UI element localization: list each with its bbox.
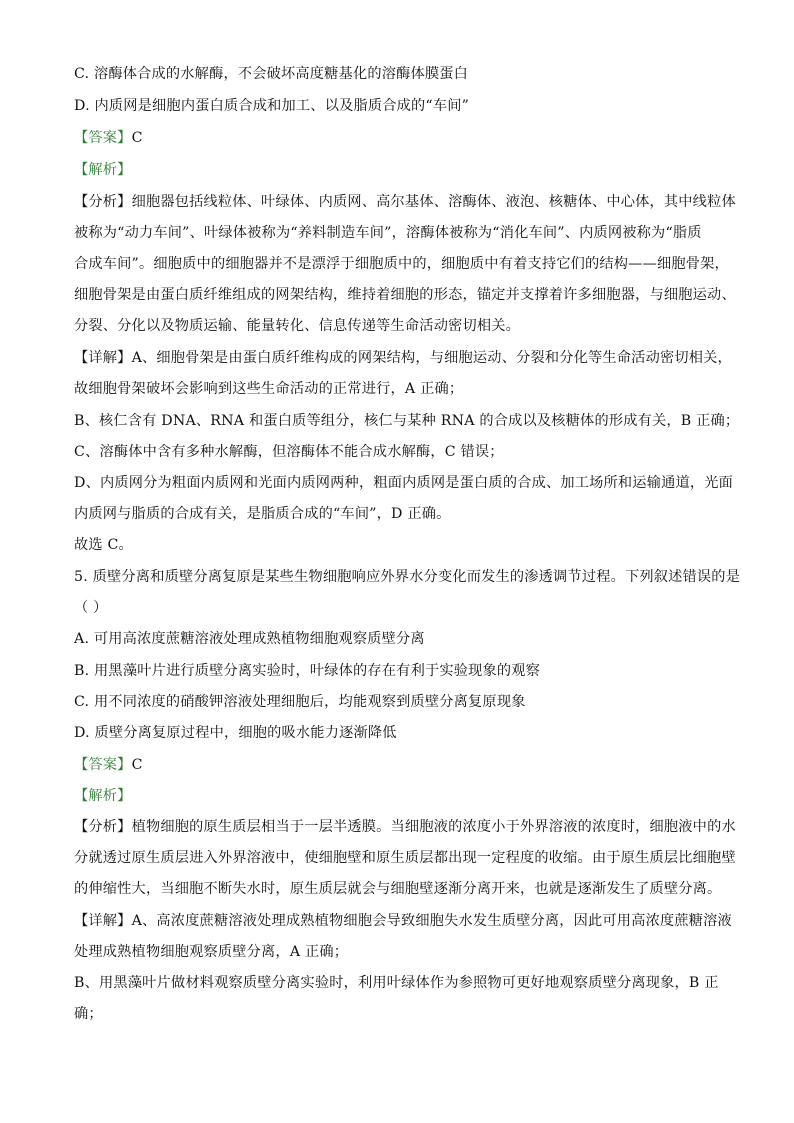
xiangjie-text: A、细胞骨架是由蛋白质纤维构成的网架结构，与细胞运动、分裂和分化等生命活动密切相关， [131,350,732,366]
fenxi-text: 细胞骨架是由蛋白质纤维组成的网架结构，维持着细胞的形态，锚定并支撑着许多细胞器，与细胞运动、 [74,287,736,303]
fenxi-text: 合成车间”。细胞质中的细胞器并不是漂浮于细胞质中的，细胞质中有着支持它们的结构——细胞骨架， [74,256,729,272]
xiangjie-text: 确； [74,1006,103,1022]
analysis-heading: 【解析】 [74,788,132,804]
answer-blank: （ ） [74,600,108,616]
xiangjie-text: 处理成熟植物细胞观察质壁分离，A 正确； [74,944,349,960]
xiangjie-text: B、核仁含有 DNA、RNA 和蛋白质等组分，核仁与某种 RNA 的合成以及核糖体的形成有关，B 正确； [74,413,740,429]
conclusion: 故选 C。 [74,537,133,553]
xiangjie-text: 内质网与脂质的合成有关，是脂质合成的“车间”，D 正确。 [74,506,451,522]
xiangjie-tag: 【详解】 [74,350,132,366]
answer-tag: 【答案】 [74,757,132,773]
fenxi-text: 植物细胞的原生质层相当于一层半透膜。当细胞液的浓度小于外界溶液的浓度时，细胞液中的水 [131,819,736,835]
xiangjie-line [74,348,732,368]
fenxi-line [74,817,736,837]
analysis-heading: 【解析】 [74,162,132,178]
fenxi-tag: 【分析】 [74,819,132,835]
xiangjie-line [74,911,732,931]
xiangjie-text: C、溶酶体中含有多种水解酶，但溶酶体不能合成水解酶，C 错误； [74,444,504,460]
fenxi-text: 细胞器包括线粒体、叶绿体、内质网、高尔基体、溶酶体、液泡、核糖体、中心体，其中线粒体 [131,194,736,210]
question-stem: 5. 质壁分离和质壁分离复原是某些生物细胞响应外界水分变化而发生的渗透调节过程。下列叙述错误的是 [74,569,741,585]
option-d: D. 质壁分离复原过程中，细胞的吸水能力逐渐降低 [74,725,397,741]
fenxi-text: 被称为“动力车间”、叶绿体被称为“养料制造车间”，溶酶体被称为“消化车间”、内质网被称为“脂质 [74,225,702,241]
answer-line [74,755,143,775]
xiangjie-text: A、高浓度蔗糖溶液处理成熟植物细胞会导致细胞失水发生质壁分离，因此可用高浓度蔗糖溶液 [131,913,732,929]
option-a: A. 可用高浓度蔗糖溶液处理成熟植物细胞观察质壁分离 [74,631,425,647]
xiangjie-tag: 【详解】 [74,913,132,929]
xiangjie-text: 故细胞骨架破坏会影响到这些生命活动的正常进行，A 正确； [74,381,464,397]
option-c: C. 用不同浓度的硝酸钾溶液处理细胞后，均能观察到质壁分离复原现象 [74,694,526,710]
xiangjie-text: D、内质网分为粗面内质网和光面内质网两种，粗面内质网是蛋白质的合成、加工场所和运输通道，光面 [74,475,734,491]
xiangjie-text: B、用黑藻叶片做材料观察质壁分离实验时，利用叶绿体作为参照物可更好地观察质壁分离现象，B 正 [74,975,719,991]
answer-value: C [131,130,143,146]
option-c: C. 溶酶体合成的水解酶，不会破坏高度糖基化的溶酶体膜蛋白 [74,66,469,82]
option-d: D. 内质网是细胞内蛋白质合成和加工、以及脂质合成的“车间” [74,98,470,114]
fenxi-text: 分就透过原生质层进入外界溶液中，使细胞壁和原生质层都出现一定程度的收缩。由于原生质层比细胞壁 [74,850,736,866]
fenxi-text: 的伸缩性大，当细胞不断失水时，原生质层就会与细胞壁逐渐分离开来，也就是逐渐发生了质壁分离。 [74,881,722,897]
answer-tag: 【答案】 [74,130,132,146]
fenxi-tag: 【分析】 [74,194,132,210]
answer-value: C [131,757,143,773]
answer-line [74,128,143,148]
fenxi-text: 分裂、分化以及物质运输、能量转化、信息传递等生命活动密切相关。 [74,318,521,334]
fenxi-line [74,192,736,212]
option-b: B. 用黑藻叶片进行质壁分离实验时，叶绿体的存在有利于实验现象的观察 [74,663,541,679]
